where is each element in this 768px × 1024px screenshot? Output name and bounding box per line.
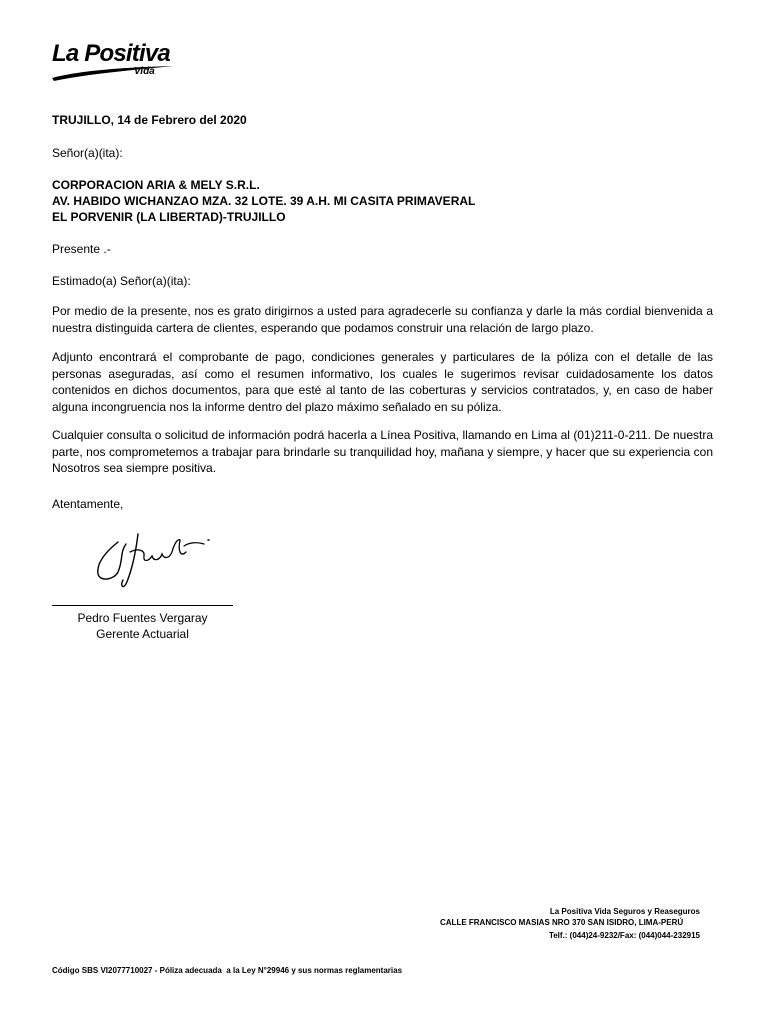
footer-company: La Positiva Vida Seguros y Reaseguros (549, 907, 700, 916)
footer-address: CALLE FRANCISCO MASIAS NRO 370 SAN ISIDRO, LIMA-PERÚ (440, 918, 684, 927)
recipient-name: CORPORACION ARIA & MELY S.R.L. (52, 178, 260, 192)
salutation: Señor(a)(ita): (52, 146, 123, 160)
handwritten-signature (90, 528, 215, 590)
footer-phone: Telf.: (044)24-9232/Fax: (044)044-232915 (548, 931, 700, 940)
signer-name: Pedro Fuentes Vergaray (77, 611, 208, 625)
body-paragraph-3: Cualquier consulta o solicitud de información podrá hacerla a Línea Positiva, llamando en Lima al (01)211-0-211. De nuestra parte, nos comprometemos a trabajar para brindarle su tranquilidad hoy, mañana y siempre, y hacer que su experiencia con Nosotros sea siempre positiva. (52, 428, 713, 475)
closing: Atentamente, (52, 497, 124, 511)
signer-title: Gerente Actuarial (96, 627, 189, 641)
company-logo (52, 40, 177, 84)
recipient-address-line-2: EL PORVENIR (LA LIBERTAD)-TRUJILLO (52, 210, 286, 224)
signature-line (52, 605, 233, 606)
presente-line: Presente .- (52, 242, 111, 256)
logo-sub-text: Vida (134, 66, 155, 77)
logo-brand-text: La Positiva (52, 40, 170, 67)
greeting: Estimado(a) Señor(a)(ita): (52, 274, 191, 288)
policy-code-line: Código SBS VI2077710027 - Póliza adecuada a la Ley N°29946 y sus normas reglamentarias (52, 966, 403, 975)
body-paragraph-2: Adjunto encontrará el comprobante de pago, condiciones generales y particulares de la póliza con el detalle de las personas aseguradas, así como el resumen informativo, los cuales le sugerimos revisar cuidadosamente los datos contenidos en dichos documentos, para que esté al tanto de las coberturas y servicios contratados, y, en caso de haber alguna incongruencia nos la informe dentro del plazo máximo señalado en su póliza. (52, 350, 713, 414)
date-line: TRUJILLO, 14 de Febrero del 2020 (52, 113, 247, 127)
body-paragraph-1: Por medio de la presente, nos es grato dirigirnos a usted para agradecerle su confianza y darle la más cordial bienvenida a nuestra distinguida cartera de clientes, esperando que podamos construir una relación de largo plazo. (52, 304, 713, 335)
logo-swoosh-icon (52, 62, 177, 82)
recipient-address-line-1: AV. HABIDO WICHANZAO MZA. 32 LOTE. 39 A.H. MI CASITA PRIMAVERAL (52, 194, 476, 208)
